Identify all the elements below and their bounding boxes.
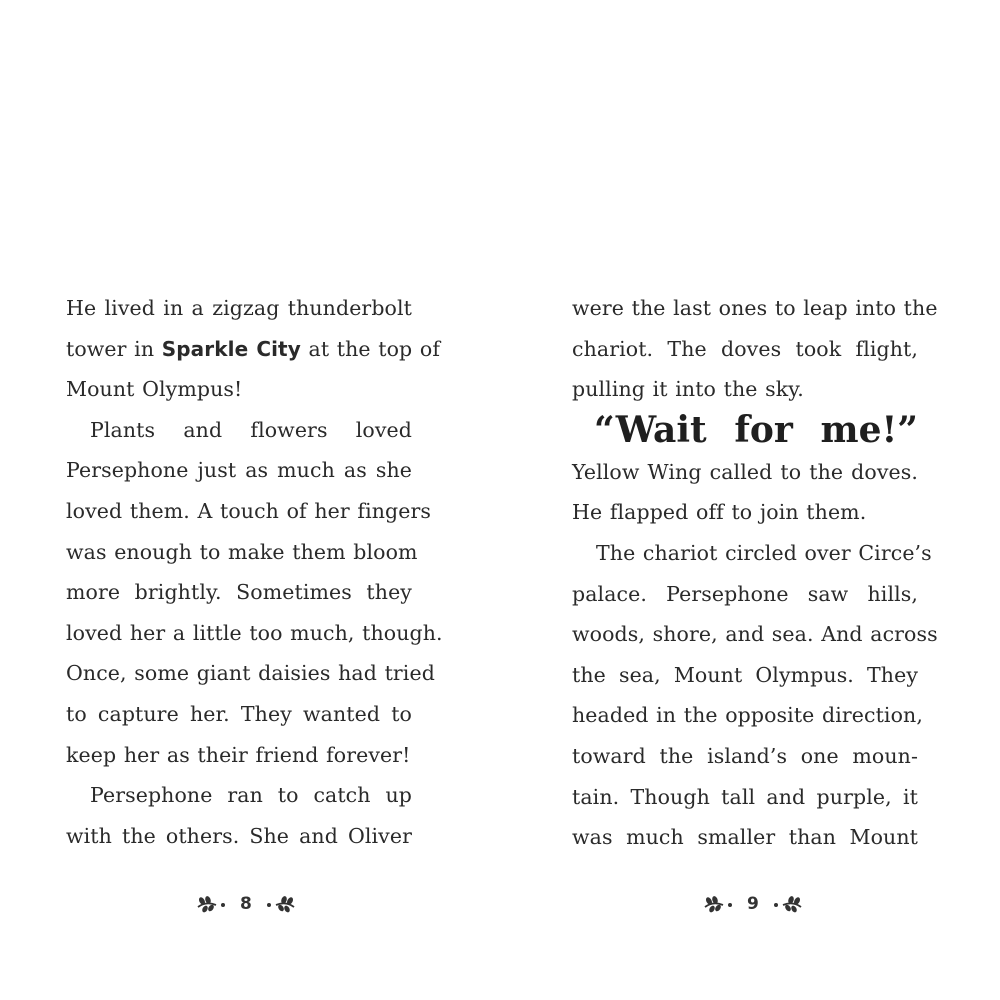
text-line: loved her a little too much, though. <box>66 620 443 645</box>
text-line: woods, shore, and sea. And across <box>572 622 938 647</box>
text-line: more brightly. Sometimes they <box>66 580 412 605</box>
leaf-sprig-icon <box>769 895 803 913</box>
left-page <box>66 288 443 856</box>
text-run: tower in <box>66 336 162 361</box>
text-line: with the others. She and Oliver <box>66 823 412 848</box>
shout-heading: “Wait for me!” <box>594 408 918 451</box>
folio-right <box>703 890 803 918</box>
text-line: were the last ones to leap into the <box>572 296 938 320</box>
text-line: Plants and flowers loved <box>90 417 412 442</box>
text-line: toward the island’s one moun- <box>572 743 918 768</box>
text-line: He flapped off to join them. <box>572 500 867 525</box>
text-line: Mount Olympus! <box>66 377 243 402</box>
text-line: the sea, Mount Olympus. They <box>572 662 918 687</box>
place-name-bold: Sparkle City <box>161 336 301 361</box>
text-line: tain. Though tall and purple, it <box>572 784 918 809</box>
page-number: 8 <box>240 894 252 914</box>
text-line: Persephone just as much as she <box>66 458 412 483</box>
text-line: Yellow Wing called to the doves. <box>572 459 918 484</box>
leaf-sprig-icon <box>196 895 230 913</box>
text-line: chariot. The doves took flight, <box>572 336 918 361</box>
leaf-sprig-icon <box>703 895 737 913</box>
text-line: Once, some giant daisies had tried <box>66 661 435 686</box>
page-number: 9 <box>747 894 759 914</box>
text-line: pulling it into the sky. <box>572 377 804 402</box>
text-line: was enough to make them bloom <box>66 539 418 564</box>
text-run: at the top of <box>300 336 441 361</box>
text-line: Persephone ran to catch up <box>90 783 412 808</box>
folio-left <box>196 890 296 918</box>
text-line: to capture her. They wanted to <box>66 701 412 726</box>
text-line: was much smaller than Mount <box>572 825 918 850</box>
leaf-sprig-icon <box>262 895 296 913</box>
text-line: loved them. A touch of her fingers <box>66 498 432 523</box>
text-line: keep her as their friend forever! <box>66 742 411 767</box>
text-line: He lived in a zigzag thunderbolt <box>66 296 412 320</box>
text-line: The chariot circled over Circe’s <box>596 540 932 565</box>
text-line: headed in the opposite direction, <box>572 703 923 728</box>
right-page <box>572 288 938 858</box>
text-line: palace. Persephone saw hills, <box>572 581 918 606</box>
text-line <box>66 329 441 370</box>
